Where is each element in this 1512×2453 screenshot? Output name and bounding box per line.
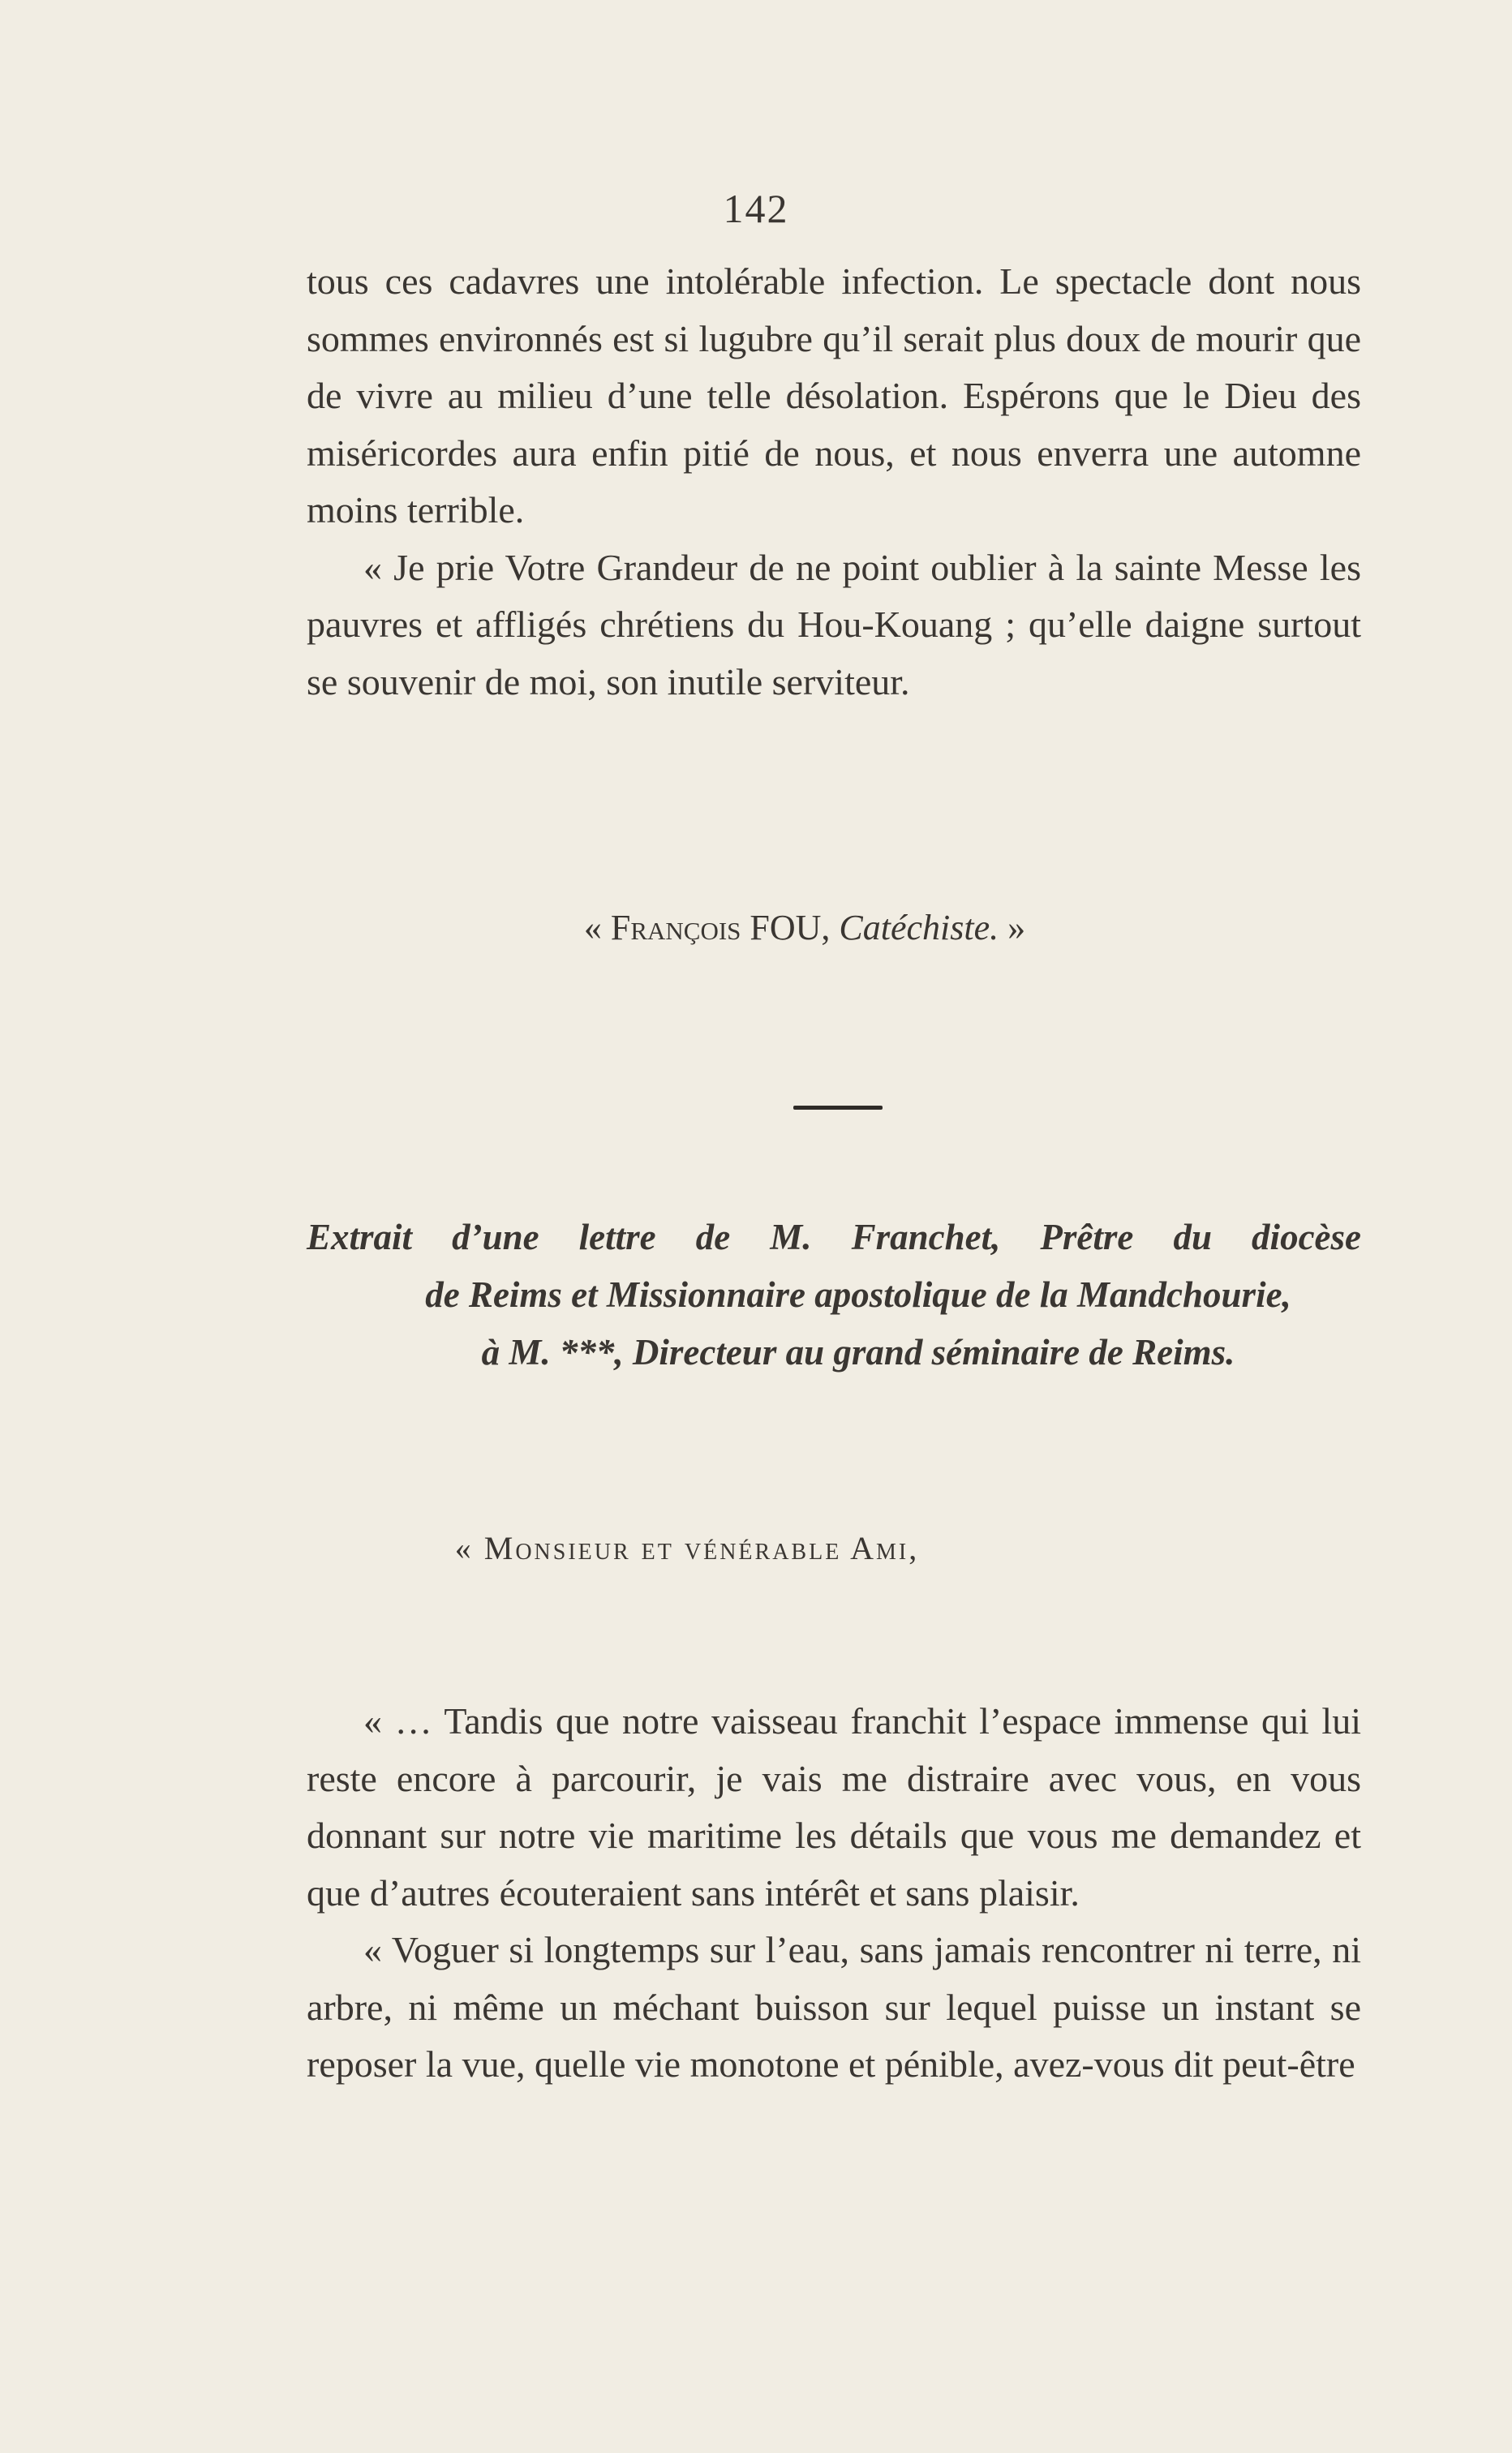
- signature-open-quote: «: [583, 908, 602, 947]
- letter-body: [307, 1693, 1361, 2094]
- signature-name: François FOU: [610, 908, 822, 947]
- top-paragraph-block: [307, 253, 1361, 711]
- signature-separator: ,: [821, 908, 831, 947]
- page-number: 142: [723, 186, 789, 231]
- signature-line: [0, 907, 1512, 948]
- signature-close-quote: »: [1007, 908, 1026, 947]
- letter-heading: [307, 1209, 1361, 1381]
- heading-line-2: de Reims et Missionnaire apostolique de la Mandchourie,: [425, 1274, 1291, 1315]
- paragraph-continuation: tous ces cadavres une intolérable infection. Le spectacle dont nous sommes environnés est si lugubre qu’il serait plus doux de mourir que de vivre au milieu d’une telle désolation. Espérons que le Dieu des miséricordes aura enfin pitié de nous, et nous enverra une automne moins terrible.: [307, 260, 1361, 531]
- heading-line-1: Extrait d’une lettre de M. Franchet, Prêtre du diocèse: [307, 1217, 1361, 1257]
- signature-role: Catéchiste.: [839, 908, 999, 947]
- body-paragraph-2: « Voguer si longtemps sur l’eau, sans jamais rencontrer ni terre, ni arbre, ni même un méchant buisson sur lequel puisse un instant se reposer la vue, quelle vie monotone et pénible, avez-vous dit peut-être: [307, 1929, 1361, 2085]
- paragraph-prayer-request: « Je prie Votre Grandeur de ne point oublier à la sainte Messe les pauvres et affligés chrétiens du Hou-Kouang ; qu’elle daigne surtout se souvenir de moi, son inutile serviteur.: [307, 546, 1361, 702]
- heading-line-3: à M. ***, Directeur au grand séminaire de Reims.: [481, 1332, 1235, 1373]
- body-paragraph-1: « … Tandis que notre vaisseau franchit l’espace immense qui lui reste encore à parcourir, je vais me distraire avec vous, en vous donnant sur notre vie maritime les détails que vous me demandez et que d’autres écouteraient sans intérêt et sans plaisir.: [307, 1700, 1361, 1914]
- salutation: « Monsieur et vénérable Ami,: [454, 1530, 920, 1566]
- section-divider-rule: [793, 1106, 883, 1110]
